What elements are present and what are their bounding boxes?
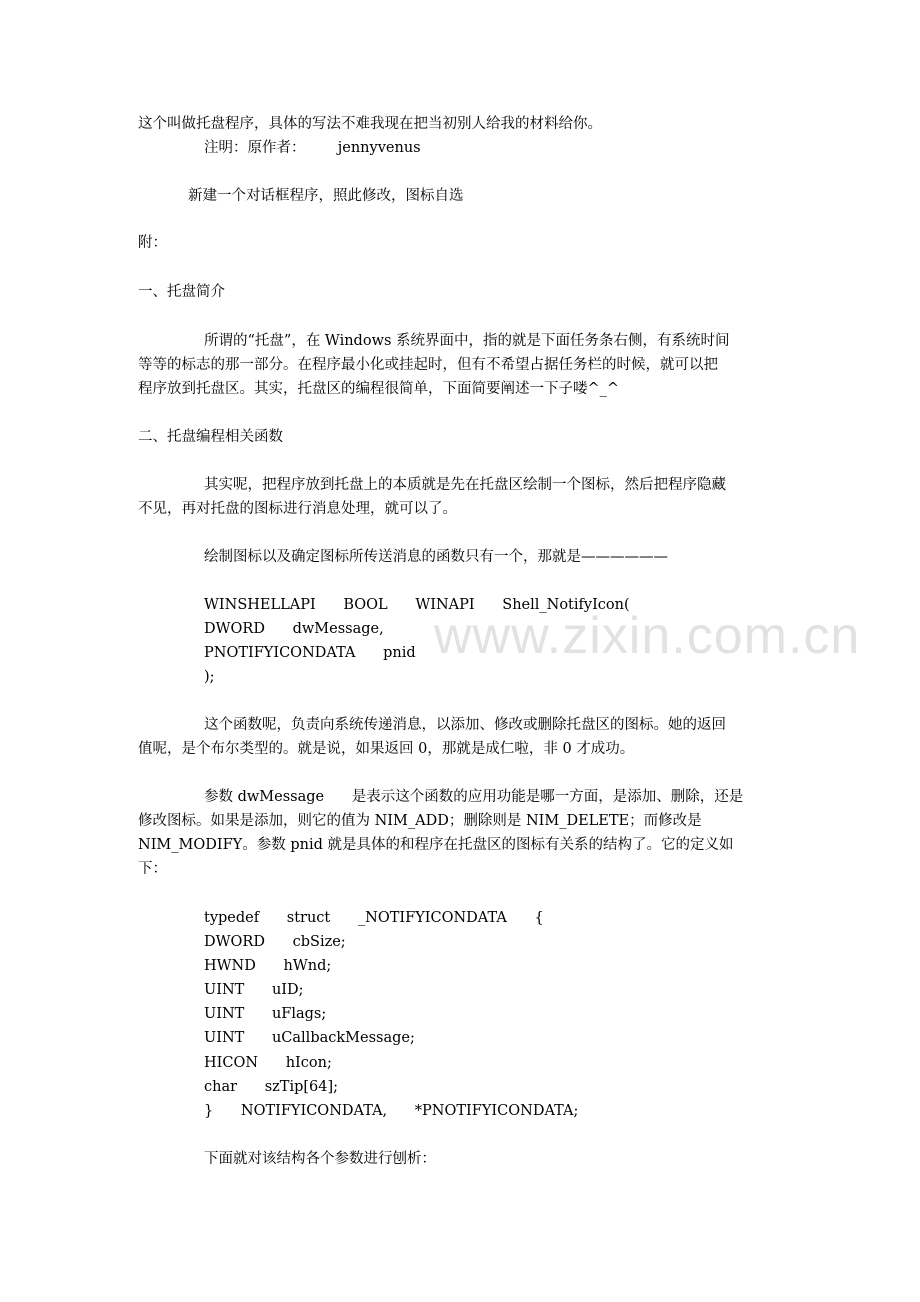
para2-line: 绘制图标以及确定图标所传送消息的函数只有一个，那就是—————— xyxy=(204,549,668,565)
intro-line: 这个叫做托盘程序，具体的写法不难我现在把当初别人给我的材料给你。 xyxy=(138,116,602,132)
section1-line-1: 所谓的“托盘”，在 Windows 系统界面中，指的就是下面任务条右侧，有系统时间 xyxy=(204,333,730,349)
watermark: www.zixin.com.cn xyxy=(434,607,861,665)
para4-line-3: NIM_MODIFY。参数 pnid 就是具体的和程序在托盘区的图标有关系的结构了。它的定义如 xyxy=(138,837,734,853)
section1-line-3: 程序放到托盘区。其实，托盘区的编程很简单，下面简要阐述一下子喽^_^ xyxy=(138,381,620,397)
struct-line-2: DWORD cbSize; xyxy=(204,934,346,950)
struct-line-5: UINT uFlags; xyxy=(204,1006,327,1022)
code-line-3: PNOTIFYICONDATA pnid xyxy=(204,645,416,661)
para4-line-1: 参数 dwMessage 是表示这个函数的应用功能是哪一方面，是添加、删除，还是 xyxy=(204,789,744,805)
para5-line: 下面就对该结构各个参数进行刨析： xyxy=(204,1151,436,1167)
para3-line-1: 这个函数呢，负责向系统传递消息，以添加、修改或删除托盘区的图标。她的返回 xyxy=(204,717,726,733)
struct-line-4: UINT uID; xyxy=(204,982,304,998)
para1-line-1: 其实呢，把程序放到托盘上的本质就是先在托盘区绘制一个图标，然后把程序隐藏 xyxy=(204,477,726,493)
author-note: 注明：原作者： jennyvenus xyxy=(204,140,421,156)
struct-line-3: HWND hWnd; xyxy=(204,958,332,974)
appendix-label: 附： xyxy=(138,235,167,251)
para4-line-4: 下： xyxy=(138,861,167,877)
code-line-2: DWORD dwMessage, xyxy=(204,621,384,637)
new-dialog-instruction: 新建一个对话框程序，照此修改，图标自选 xyxy=(188,188,464,204)
section2-heading: 二、托盘编程相关函数 xyxy=(138,429,283,445)
para1-line-2: 不见，再对托盘的图标进行消息处理，就可以了。 xyxy=(138,501,457,517)
section1-line-2: 等等的标志的那一部分。在程序最小化或挂起时，但有不希望占据任务栏的时候，就可以把 xyxy=(138,357,718,373)
section1-heading: 一、托盘简介 xyxy=(138,284,225,300)
para4-line-2: 修改图标。如果是添加，则它的值为 NIM_ADD；删除则是 NIM_DELETE；而修改是 xyxy=(138,813,702,829)
struct-line-1: typedef struct _NOTIFYICONDATA { xyxy=(204,910,544,926)
code-line-4: ); xyxy=(204,669,215,685)
struct-line-9: } NOTIFYICONDATA, *PNOTIFYICONDATA; xyxy=(204,1103,579,1119)
para3-line-2: 值呢，是个布尔类型的。就是说，如果返回 0，那就是成仁啦，非 0 才成功。 xyxy=(138,741,635,757)
struct-line-8: char szTip[64]; xyxy=(204,1079,339,1095)
code-line-1: WINSHELLAPI BOOL WINAPI Shell_NotifyIcon( xyxy=(204,597,630,613)
struct-line-7: HICON hIcon; xyxy=(204,1055,332,1071)
struct-line-6: UINT uCallbackMessage; xyxy=(204,1030,415,1046)
